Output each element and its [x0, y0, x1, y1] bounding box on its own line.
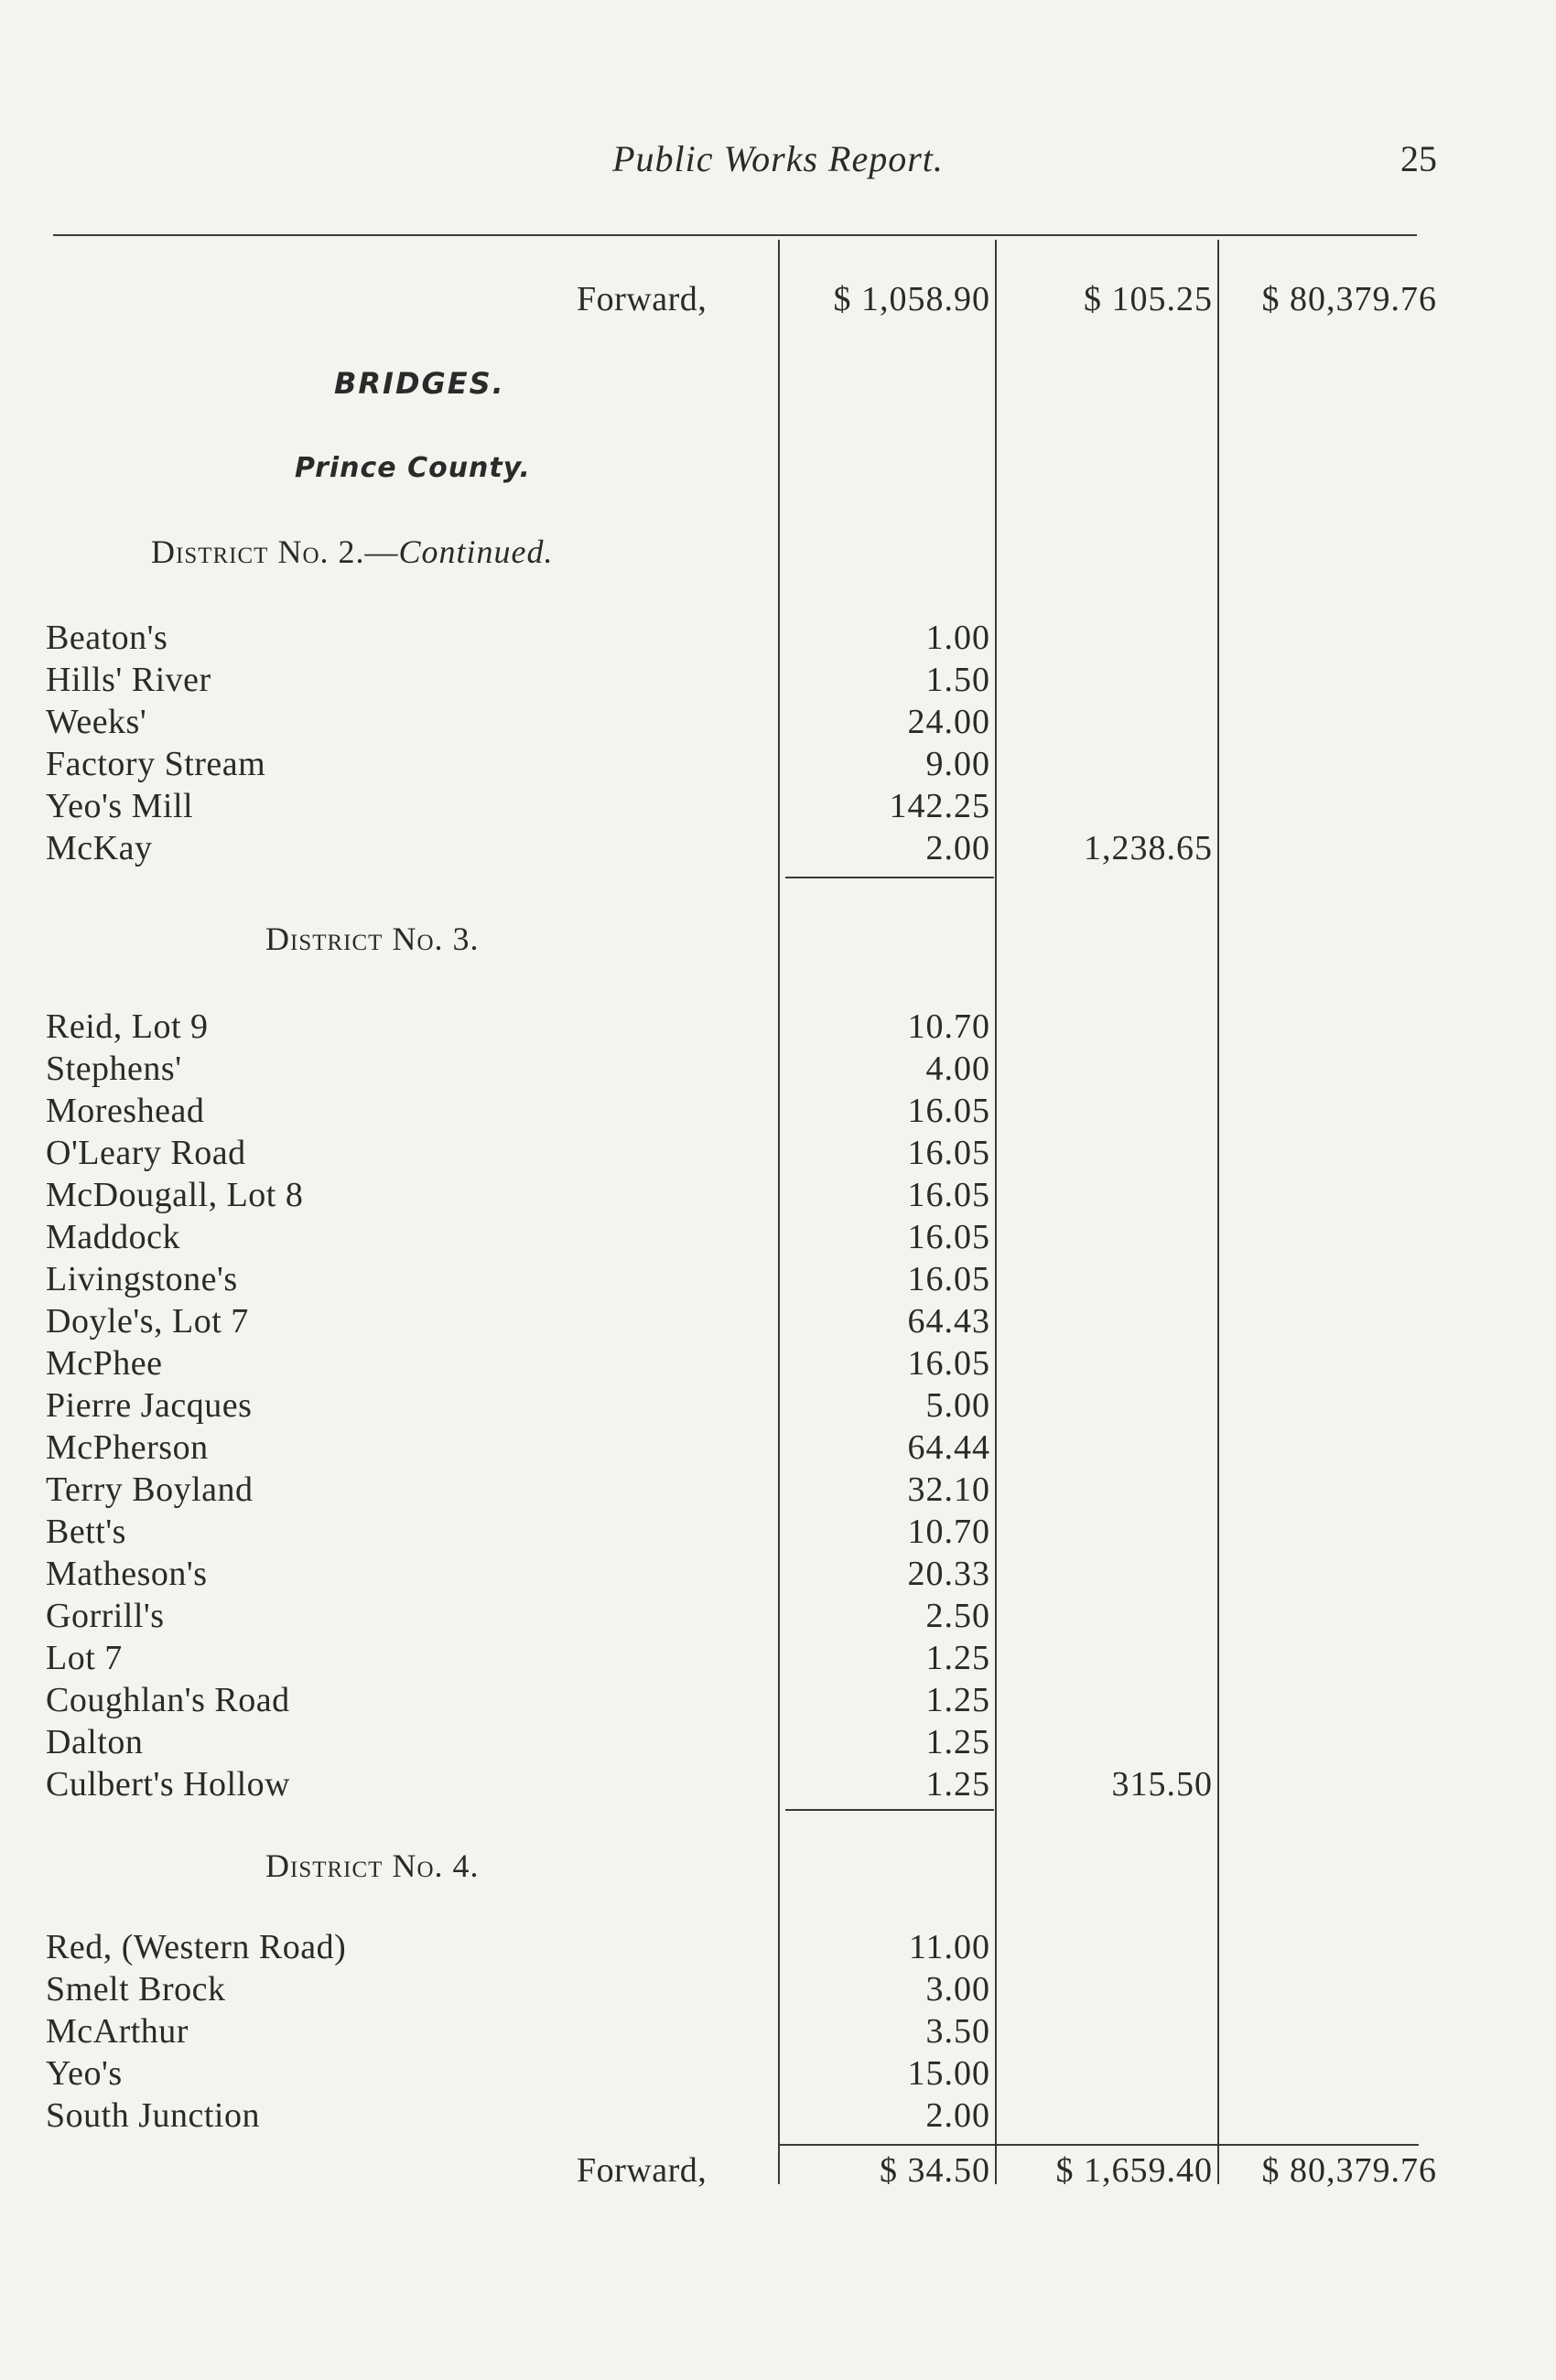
list-item-label: Factory Stream — [46, 745, 266, 783]
list-item-amount: 1.25 — [925, 1681, 990, 1719]
forward-bottom-col2: $ 1,659.40 — [1055, 2151, 1213, 2190]
page-number: 25 — [1400, 138, 1437, 179]
list-item-amount: 16.05 — [907, 1218, 990, 1256]
list-item-label: Yeo's — [46, 2054, 123, 2093]
list-item-amount: 1.25 — [925, 1723, 990, 1761]
header-rule — [53, 234, 1417, 236]
list-item-label: Beaton's — [46, 619, 168, 657]
list-item-label: Doyle's, Lot 7 — [46, 1302, 249, 1341]
list-item-amount: 16.05 — [907, 1134, 990, 1172]
list-item-label: Hills' River — [46, 661, 211, 699]
list-item-amount: 2.50 — [925, 1597, 990, 1635]
district-3-heading: District No. 3. — [265, 921, 480, 957]
list-item-label: Maddock — [46, 1218, 181, 1256]
list-item-amount: 1.25 — [925, 1639, 990, 1677]
forward-top-label: Forward, — [577, 280, 708, 318]
list-item-label: South Junction — [46, 2096, 260, 2135]
forward-bottom-label: Forward, — [577, 2151, 708, 2190]
list-item-label: Matheson's — [46, 1555, 208, 1593]
list-item-label: O'Leary Road — [46, 1134, 246, 1172]
column-line-3 — [1217, 240, 1219, 2184]
list-item-label: Red, (Western Road) — [46, 1928, 347, 1966]
district-2-subtotal-rule — [785, 877, 994, 878]
list-item-label: Lot 7 — [46, 1639, 123, 1677]
list-item-label: Terry Boyland — [46, 1470, 254, 1509]
list-item-amount: 2.00 — [925, 829, 990, 867]
page-header-title: Public Works Report. — [612, 138, 944, 179]
list-item-amount: 64.43 — [907, 1302, 990, 1341]
list-item-amount: 32.10 — [907, 1470, 990, 1509]
list-item-label: McPherson — [46, 1428, 209, 1467]
district-2-total: 1,238.65 — [1084, 829, 1213, 867]
forward-bottom-col3: $ 80,379.76 — [1261, 2151, 1437, 2190]
column-line-1 — [778, 240, 780, 2184]
list-item-amount: 11.00 — [908, 1928, 990, 1966]
list-item-label: McArthur — [46, 2012, 189, 2051]
list-item-amount: 2.00 — [925, 2096, 990, 2135]
list-item-amount: 64.44 — [907, 1428, 990, 1467]
list-item-amount: 16.05 — [907, 1344, 990, 1383]
district-2-heading-continued: Continued. — [398, 533, 554, 570]
list-item-amount: 1.00 — [925, 619, 990, 657]
forward-top-col3: $ 80,379.76 — [1261, 280, 1437, 318]
list-item-label: Moreshead — [46, 1092, 205, 1130]
list-item-amount: 16.05 — [907, 1260, 990, 1298]
list-item-amount: 4.00 — [925, 1050, 990, 1088]
bottom-total-rule — [778, 2144, 1419, 2146]
list-item-amount: 15.00 — [907, 2054, 990, 2093]
list-item-amount: 3.00 — [925, 1970, 990, 2008]
list-item-amount: 16.05 — [907, 1092, 990, 1130]
list-item-amount: 1.50 — [925, 661, 990, 699]
list-item-amount: 3.50 — [925, 2012, 990, 2051]
list-item-amount: 10.70 — [907, 1007, 990, 1046]
list-item-amount: 9.00 — [925, 745, 990, 783]
forward-bottom-col1: $ 34.50 — [880, 2151, 990, 2190]
list-item-label: Reid, Lot 9 — [46, 1007, 209, 1046]
list-item-label: Culbert's Hollow — [46, 1765, 291, 1804]
list-item-label: Smelt Brock — [46, 1970, 226, 2008]
list-item-label: Dalton — [46, 1723, 144, 1761]
district-4-heading: District No. 4. — [265, 1847, 480, 1884]
list-item-amount: 1.25 — [925, 1765, 990, 1804]
list-item-label: Stephens' — [46, 1050, 182, 1088]
list-item-amount: 10.70 — [907, 1513, 990, 1551]
list-item-label: McKay — [46, 829, 153, 867]
list-item-label: Livingstone's — [46, 1260, 238, 1298]
district-2-heading-text: District No. 2.— — [151, 533, 399, 570]
list-item-label: Yeo's Mill — [46, 787, 194, 825]
district-3-subtotal-rule — [785, 1809, 994, 1811]
list-item-amount: 20.33 — [907, 1555, 990, 1593]
list-item-label: Coughlan's Road — [46, 1681, 290, 1719]
list-item-amount: 142.25 — [889, 787, 990, 825]
list-item-amount: 5.00 — [925, 1386, 990, 1425]
list-item-label: Pierre Jacques — [46, 1386, 253, 1425]
section-subtitle: Prince County. — [295, 452, 531, 484]
forward-top-col1: $ 1,058.90 — [833, 280, 990, 318]
forward-top-col2: $ 105.25 — [1084, 280, 1213, 318]
district-2-heading — [151, 533, 554, 571]
section-title: BRIDGES. — [334, 366, 505, 401]
list-item-label: McDougall, Lot 8 — [46, 1176, 304, 1214]
list-item-label: Gorrill's — [46, 1597, 165, 1635]
list-item-label: Bett's — [46, 1513, 126, 1551]
list-item-amount: 16.05 — [907, 1176, 990, 1214]
list-item-label: McPhee — [46, 1344, 163, 1383]
column-line-2 — [995, 240, 997, 2184]
list-item-amount: 24.00 — [907, 703, 990, 741]
list-item-label: Weeks' — [46, 703, 147, 741]
district-3-total: 315.50 — [1111, 1765, 1213, 1804]
